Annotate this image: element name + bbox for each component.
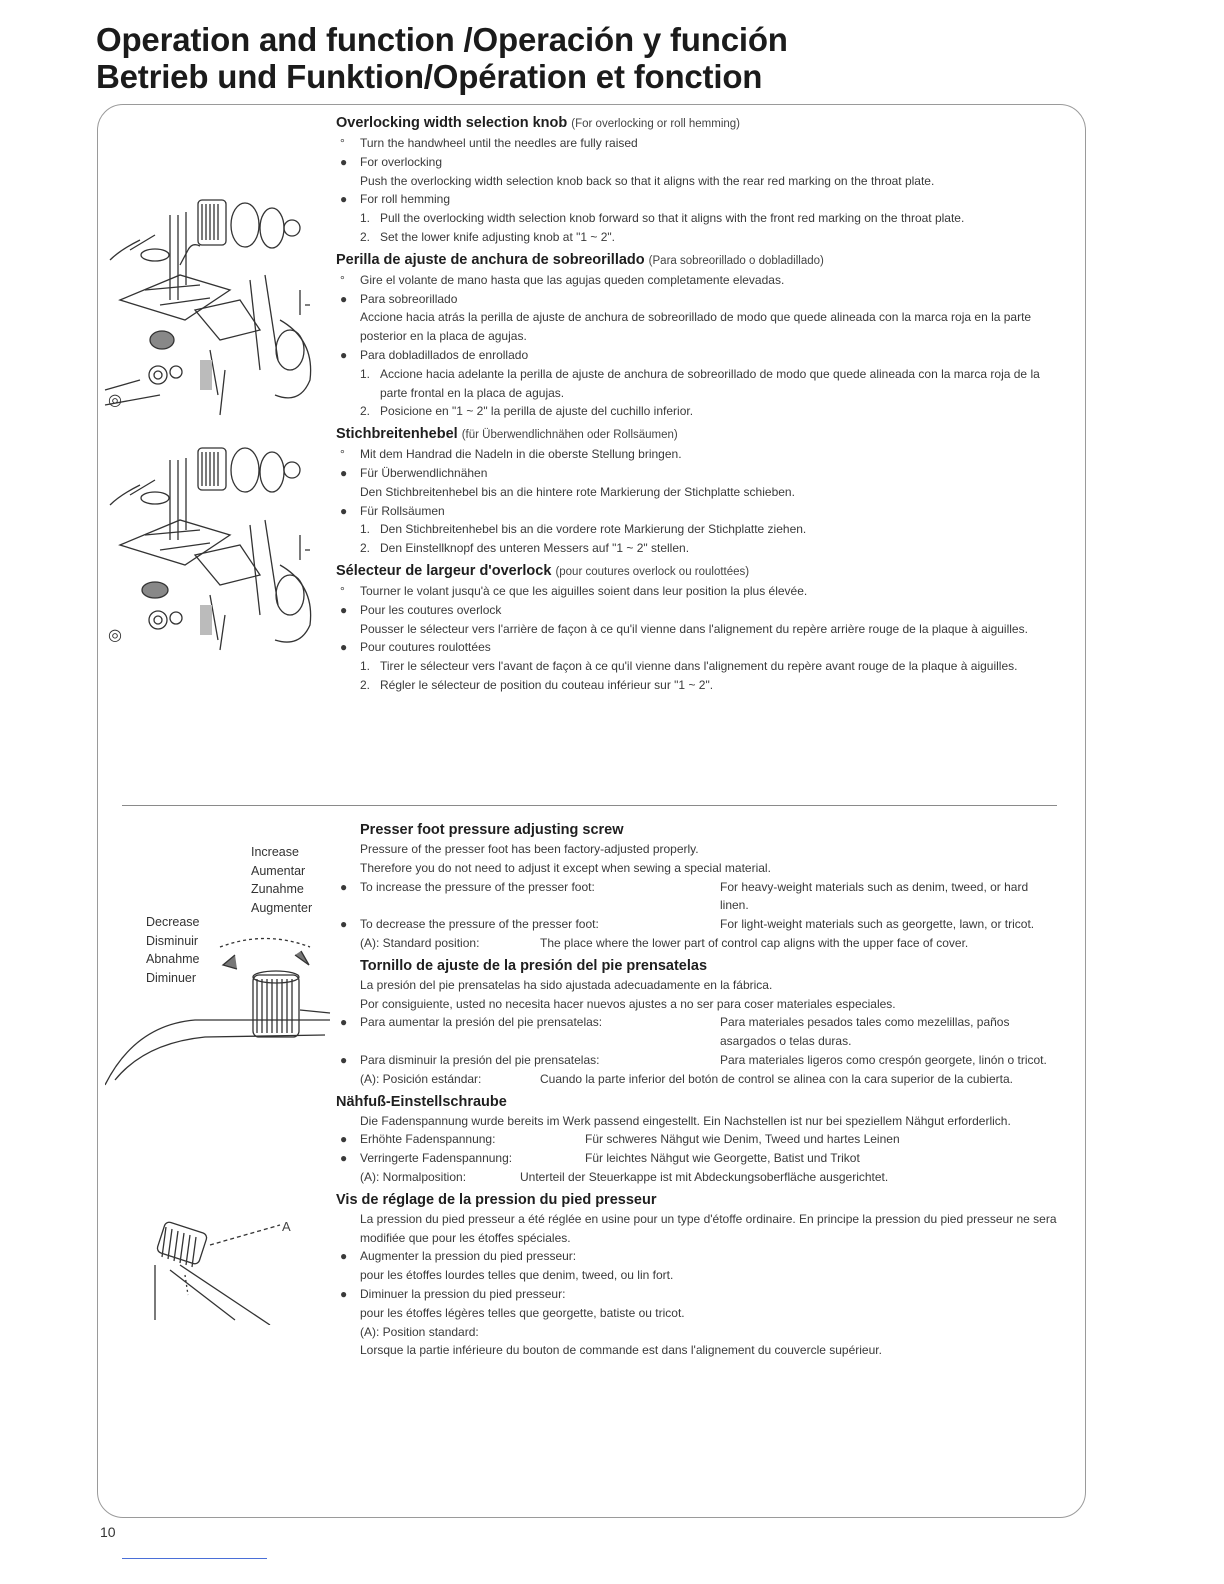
pressure-de-intro1: Die Fadenspannung wurde bereits im Werk passend eingestellt. Ein Nachstellen ist nur bei speziellem Nähgut erforderlich.: [360, 1113, 1011, 1128]
standard-position-illustration: [150, 1215, 300, 1325]
pressure-es-std-text: Cuando la parte inferior del botón de control se alinea con la cara superior de la cubierta.: [540, 1071, 1013, 1086]
width-en-roll-label: For roll hemming: [360, 192, 451, 207]
label-increase-es: Aumentar: [251, 863, 306, 878]
pressure-de-dec-text: Für leichtes Nähgut wie Georgette, Batist und Trikot: [585, 1151, 860, 1166]
pressure-de-inc-label: Erhöhte Fadenspannung:: [360, 1132, 496, 1147]
width-fr-step1: Tirer le sélecteur vers l'avant de façon à ce qu'il vienne dans l'alignement du repère avant rouge de la plaque à aiguilles.: [380, 659, 1018, 674]
pressure-de-block: [336, 1092, 1061, 1131]
width-es-step2: Posicione en "1 ~ 2" la perilla de ajuste del cuchillo inferior.: [380, 404, 694, 419]
pressure-fr-std-text: Lorsque la partie inférieure du bouton de commande est dans l'alignement du couvercle supérieur.: [360, 1343, 882, 1358]
page-title-line-1: Operation and function /Operación y función: [96, 21, 788, 58]
width-es-step1: Accione hacia adelante la perilla de ajuste de anchura de sobreorillado de modo que quede alineada con la marca roja de la parte frontal en la placa de agujas.: [380, 366, 1040, 400]
pressure-es-dec-text: Para materiales ligeros como crespón georgete, linón o tricot.: [720, 1052, 1047, 1067]
width-es-overlock-label: Para sobreorillado: [360, 291, 458, 306]
width-de-overlock-label: Für Überwendlichnähen: [360, 465, 488, 480]
svg-text:◎: ◎: [108, 390, 122, 409]
pressure-screw-illustration: [105, 925, 335, 1090]
pressure-es-heading: Tornillo de ajuste de la presión del pie prensatelas: [360, 957, 708, 974]
width-selection-section: [336, 113, 1056, 698]
width-de-step2: Den Einstellknopf des unteren Messers auf "1 ~ 2" stellen.: [380, 541, 690, 556]
pressure-en-heading: Presser foot pressure adjusting screw: [360, 822, 624, 838]
width-es-roll-label: Para dobladillados de enrollado: [360, 347, 529, 362]
pressure-es-block: [336, 956, 1061, 1014]
svg-text:◎: ◎: [108, 625, 122, 644]
pressure-es-inc-label: Para aumentar la presión del pie prensatelas:: [360, 1015, 603, 1030]
marker-a-label: A: [282, 1219, 291, 1234]
pressure-fr-inc-label: Augmenter la pression du pied presseur:: [360, 1249, 577, 1264]
overlock-knob-illustration-2: [100, 440, 325, 655]
width-es-block: Perilla de ajuste de anchura de sobreorillado (Para sobreorillado o dobladillado) ° Gire el volante de mano hasta que las agujas queden completamente elevadas. ● Para sobreorillado Accione hacia atrás la perilla de ajuste de anchura de sobreorillado de modo que quede alineada con la marca roja en la parte posterior en la placa de agujas. ● Para dobladillados de enrollado 1. Accione hacia adelante la perilla de ajuste de anchura de sobreorillado de modo que quede alineada con la marca roja de la parte frontal en la placa de agujas. 2. Posicione en "1 ~ 2" la perilla de ajuste del cuchillo inferior.: [336, 250, 1056, 421]
label-decrease-fr: Diminuer: [146, 970, 197, 985]
label-increase-en: Increase: [251, 845, 299, 859]
width-en-overlock-label: For overlocking: [360, 154, 443, 169]
width-de-heading: Stichbreitenhebel (für Überwendlichnähen oder Rollsäumen): [336, 426, 678, 443]
width-en-step2: Set the lower knife adjusting knob at "1 ~ 2".: [380, 229, 615, 244]
pressure-de-inc-text: Für schweres Nähgut wie Denim, Tweed und hartes Leinen: [585, 1132, 900, 1147]
width-fr-overlock-label: Pour les coutures overlock: [360, 602, 502, 617]
pressure-en-intro1: Pressure of the presser foot has been factory-adjusted properly.: [360, 842, 699, 856]
pressure-en-block: [336, 820, 1061, 878]
width-es-heading: Perilla de ajuste de anchura de sobreorillado (Para sobreorillado o dobladillado): [336, 251, 824, 268]
page-title-line-2: Betrieb und Funktion/Opération et fonction: [96, 58, 763, 95]
width-es-overlock-text: Accione hacia atrás la perilla de ajuste de anchura de sobreorillado de modo que quede alineada con la marca roja en la parte posterior en la placa de agujas.: [360, 310, 1032, 344]
width-fr-heading: Sélecteur de largeur d'overlock (pour coutures overlock ou roulottées): [336, 562, 750, 579]
label-increase-de: Zunahme: [251, 882, 304, 896]
pressure-es-intro2: Por consiguiente, usted no necesita hacer nuevos ajustes a no ser para coser materiales especiales.: [360, 996, 896, 1011]
label-decrease-es: Disminuir: [146, 933, 199, 948]
pressure-de-dec-label: Verringerte Fadenspannung:: [360, 1151, 513, 1166]
width-en-intro: Turn the handwheel until the needles are fully raised: [360, 136, 638, 150]
width-de-block: Stichbreitenhebel (für Überwendlichnähen oder Rollsäumen) ° Mit dem Handrad die Nadeln in die oberste Stellung bringen. ● Für Überwendlichnähen Den Stichbreitenhebel bis an die hintere rote Markierung der Stichplatte schieben. ● Für Rollsäumen 1. Den Stichbreitenhebel bis an die vordere rote Markierung der Stichplatte ziehen. 2. Den Einstellknopf des unteren Messers auf "1 ~ 2" stellen.: [336, 424, 1056, 558]
pressure-es-std-label: (A): Posición estándar:: [360, 1071, 482, 1086]
pressure-fr-std-label: (A): Position standard:: [360, 1324, 479, 1339]
pressure-en-inc-label: To increase the pressure of the presser foot:: [360, 879, 595, 894]
pressure-de-std-text: Unterteil der Steuerkappe ist mit Abdeckungsoberfläche ausgerichtet.: [520, 1169, 889, 1184]
increase-labels: [251, 843, 312, 917]
width-fr-step2: Régler le sélecteur de position du couteau inférieur sur "1 ~ 2".: [380, 677, 714, 692]
pressure-en-intro2: Therefore you do not need to adjust it except when sewing a special material.: [360, 860, 771, 875]
footer-link-line: [122, 1558, 267, 1559]
pressure-fr-dec-label: Diminuer la pression du pied presseur:: [360, 1286, 566, 1301]
width-de-roll-label: Für Rollsäumen: [360, 503, 445, 518]
width-fr-roll-label: Pour coutures roulottées: [360, 640, 491, 655]
pressure-de-heading: Nähfuß-Einstellschraube: [336, 1093, 507, 1110]
width-en-heading: Overlocking width selection knob (For overlocking or roll hemming): [336, 115, 740, 131]
width-es-intro: Gire el volante de mano hasta que las agujas queden completamente elevadas.: [360, 272, 785, 287]
pressure-es-inc-text: Para materiales pesados tales como mezelillas, paños asargados o telas duras.: [720, 1015, 1010, 1049]
width-en-block: Overlocking width selection knob (For overlocking or roll hemming) ° Turn the handwheel until the needles are fully raised ● For overlocking Push the overlocking width selection knob back so that it aligns with the rear red marking on the throat plate. ● For roll hemming 1. Pull the overlocking width selection knob forward so that it aligns with the front red marking on the throat plate. 2. Set the lower knife adjusting knob at "1 ~ 2".: [336, 113, 1056, 247]
label-decrease-en: Decrease: [146, 915, 200, 929]
overlock-knob-illustration-1: [100, 190, 325, 420]
width-en-step1: Pull the overlocking width selection knob forward so that it aligns with the front red marking on the throat plate.: [380, 211, 965, 226]
pressure-fr-dec-text: pour les étoffes légères telles que georgette, batiste ou tricot.: [360, 1305, 685, 1320]
pressure-en-dec-label: To decrease the pressure of the presser foot:: [360, 917, 599, 932]
width-de-overlock-text: Den Stichbreitenhebel bis an die hintere rote Markierung der Stichplatte schieben.: [360, 484, 795, 499]
pressure-fr-inc-text: pour les étoffes lourdes telles que denim, tweed, ou lin fort.: [360, 1268, 674, 1283]
pressure-es-intro1: La presión del pie prensatelas ha sido ajustada adecuadamente en la fábrica.: [360, 977, 773, 992]
pressure-en-std-text: The place where the lower part of control cap aligns with the upper face of cover.: [540, 935, 969, 950]
width-de-step1: Den Stichbreitenhebel bis an die vordere rote Markierung der Stichplatte ziehen.: [380, 522, 807, 537]
width-fr-intro: Tourner le volant jusqu'à ce que les aiguilles soient dans leur position la plus élevée.: [360, 583, 808, 598]
width-en-overlock-text: Push the overlocking width selection knob back so that it aligns with the rear red marking on the throat plate.: [360, 173, 935, 188]
width-fr-block: Sélecteur de largeur d'overlock (pour coutures overlock ou roulottées) ° Tourner le volant jusqu'à ce que les aiguilles soient dans leur position la plus élevée. ● Pour les coutures overlock Pousser le sélecteur vers l'arrière de façon à ce qu'il vienne dans l'alignement du repère arrière rouge de la plaque à aiguilles. ● Pour coutures roulottées 1. Tirer le sélecteur vers l'avant de façon à ce qu'il vienne dans l'alignement du repère avant rouge de la plaque à aiguilles. 2. Régler le sélecteur de position du couteau inférieur sur "1 ~ 2".: [336, 561, 1056, 695]
pressure-es-dec-label: Para disminuir la presión del pie prensatelas:: [360, 1052, 600, 1067]
pressure-en-std-label: (A): Standard position:: [360, 935, 480, 950]
section-divider: [122, 805, 1057, 806]
pressure-de-std-label: (A): Normalposition:: [360, 1169, 467, 1184]
pressure-fr-heading: Vis de réglage de la pression du pied presseur: [336, 1191, 657, 1208]
pressure-en-inc-text: For heavy-weight materials such as denim, tweed, or hard linen.: [720, 879, 1029, 913]
width-fr-overlock-text: Pousser le sélecteur vers l'arrière de façon à ce qu'il vienne dans l'alignement du repère arrière rouge de la plaque à aiguilles.: [360, 621, 1028, 636]
label-increase-fr: Augmenter: [251, 900, 313, 915]
page-number: 10: [100, 1524, 116, 1540]
decrease-labels: [146, 913, 200, 987]
pressure-section: Presser foot pressure adjusting screw Pressure of the presser foot has been factory-adjusted properly. Therefore you do not need to adjust it except when sewing a special material. ● To increase the pressure of the presser foot: For heavy-weight materials such as denim, tweed, or hard linen. ● To decrease the pressure of the presser foot: For light-weight materials such as georgette, lawn, or tricot. (A): Standard position: The place where the lower part of control cap aligns with the upper face of cover. Tornillo de ajuste de la presión del pie prensatelas La presión del pie prensatelas ha sido ajustada adecuadamente en la fábrica. Por consiguiente, usted no necesita hacer nuevos ajustes a no ser para coser materiales especiales. ● Para aumentar la presión del pie prensatelas: Para materiales pesados tales como mezelillas, paños asargados o telas duras. ● Para disminuir la presión del pie prensatelas: Para materiales ligeros como crespón georgete, linón o tricot. (A): Posición estándar: Cuando la parte inferior del botón de control se alinea con la cara superior de la cubierta. Nähfuß-Einstellschraube Die Fadenspannung wurde bereits im Werk passend eingestellt. Ein Nachstellen ist nur bei speziellem Nähgut erforderlich. ● Erhöhte Fadenspannung: Für schweres Nähgut wie Denim, Tweed und hartes Leinen ● Verringerte Fadenspannung: Für leichtes Nähgut wie Georgette, Batist und Trikot (A): Normalposition: Unterteil der Steuerkappe ist mit Abdeckungsoberfläche ausgerichtet. Vis de réglage de la pression du pied presseur La pression du pied presseur a été réglée en usine pour un type d'étoffe ordinaire. En principe la pression du pied presseur ne sera modifiée que pour les étoffes spéciales. ● Augmenter la pression du pied presseur:pour les étoffes lourdes telles que denim, tweed, ou lin fort. ● Diminuer la pression du pied presseur:pour les étoffes légères telles que georgette, batiste ou tricot. (A): Position standard:Lorsque la partie inférieure du bouton de commande est dans l'alignement du couvercle supérieur.: [336, 820, 1061, 1360]
pressure-en-dec-text: For light-weight materials such as georgette, lawn, or tricot.: [720, 917, 1035, 932]
pressure-fr-block: [336, 1190, 1061, 1248]
width-de-intro: Mit dem Handrad die Nadeln in die oberste Stellung bringen.: [360, 447, 682, 462]
pressure-fr-intro1: La pression du pied presseur a été réglée en usine pour un type d'étoffe ordinaire. En principe la pression du pied presseur ne sera modifiée que pour les étoffes spéciales.: [360, 1211, 1057, 1245]
label-decrease-de: Abnahme: [146, 952, 200, 966]
